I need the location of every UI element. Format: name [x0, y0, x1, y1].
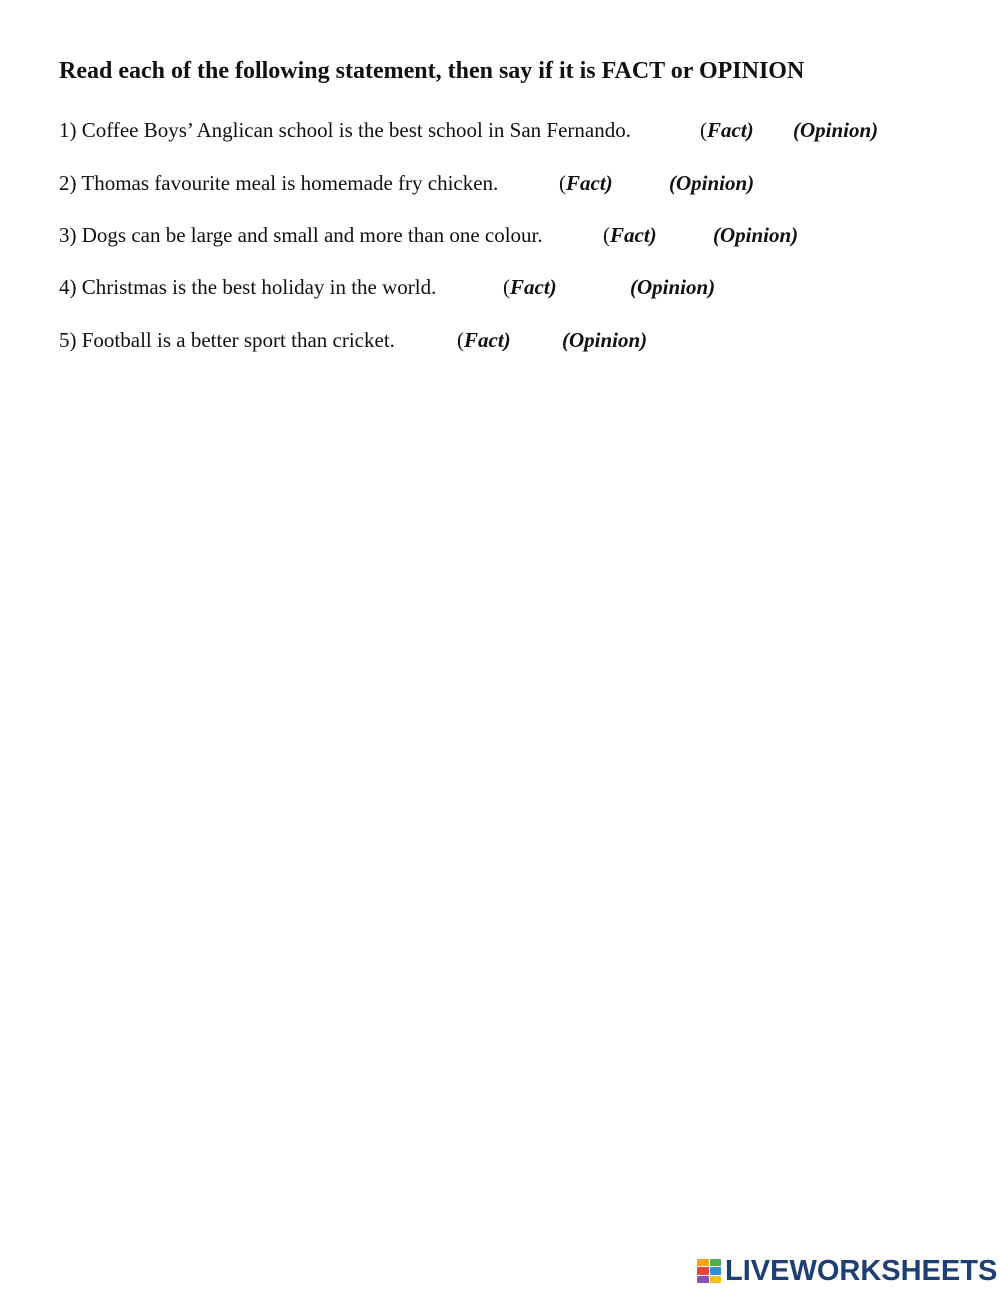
question-5-open-paren: (	[457, 328, 464, 352]
logo-block-3	[697, 1267, 709, 1274]
question-2-text: 2) Thomas favourite meal is homemade fry chicken.	[59, 171, 499, 195]
question-2-opinion-choice[interactable]: (Opinion)	[669, 171, 755, 195]
question-1-fact-choice[interactable]	[700, 120, 754, 141]
logo-block-6	[710, 1276, 722, 1283]
question-4-opinion-choice[interactable]: (Opinion)	[630, 275, 716, 299]
question-5-opinion-choice[interactable]: (Opinion)	[562, 328, 648, 352]
worksheet-heading: Read each of the following statement, then say if it is FACT or OPINION	[59, 58, 805, 84]
question-3-open-paren: (	[603, 223, 610, 247]
question-1-opinion-choice[interactable]: (Opinion)	[793, 118, 879, 142]
question-5-fact-choice[interactable]	[457, 330, 511, 351]
logo-block-5	[697, 1276, 709, 1283]
question-1-fact-label: Fact)	[707, 118, 754, 142]
question-4-fact-choice[interactable]	[503, 277, 557, 298]
question-3-fact-choice[interactable]	[603, 225, 657, 246]
question-1-open-paren: (	[700, 118, 707, 142]
liveworksheets-logo	[697, 1256, 997, 1286]
question-3-opinion-choice[interactable]: (Opinion)	[713, 223, 799, 247]
question-3-text: 3) Dogs can be large and small and more than one colour.	[59, 223, 543, 247]
question-5-text: 5) Football is a better sport than cricket.	[59, 328, 395, 352]
logo-block-2	[710, 1259, 722, 1266]
question-4-text: 4) Christmas is the best holiday in the world.	[59, 275, 437, 299]
question-2-open-paren: (	[559, 171, 566, 195]
question-4-fact-label: Fact)	[510, 275, 557, 299]
question-2-fact-label: Fact)	[566, 171, 613, 195]
question-1-text: 1) Coffee Boys’ Anglican school is the best school in San Fernando.	[59, 118, 631, 142]
question-4-open-paren: (	[503, 275, 510, 299]
question-3-fact-label: Fact)	[610, 223, 657, 247]
logo-block-1	[697, 1259, 709, 1266]
question-5-fact-label: Fact)	[464, 328, 511, 352]
logo-block-4	[710, 1267, 722, 1274]
logo-blocks-icon	[697, 1259, 721, 1283]
logo-text: LIVEWORKSHEETS	[725, 1254, 998, 1287]
question-2-fact-choice[interactable]	[559, 173, 613, 194]
